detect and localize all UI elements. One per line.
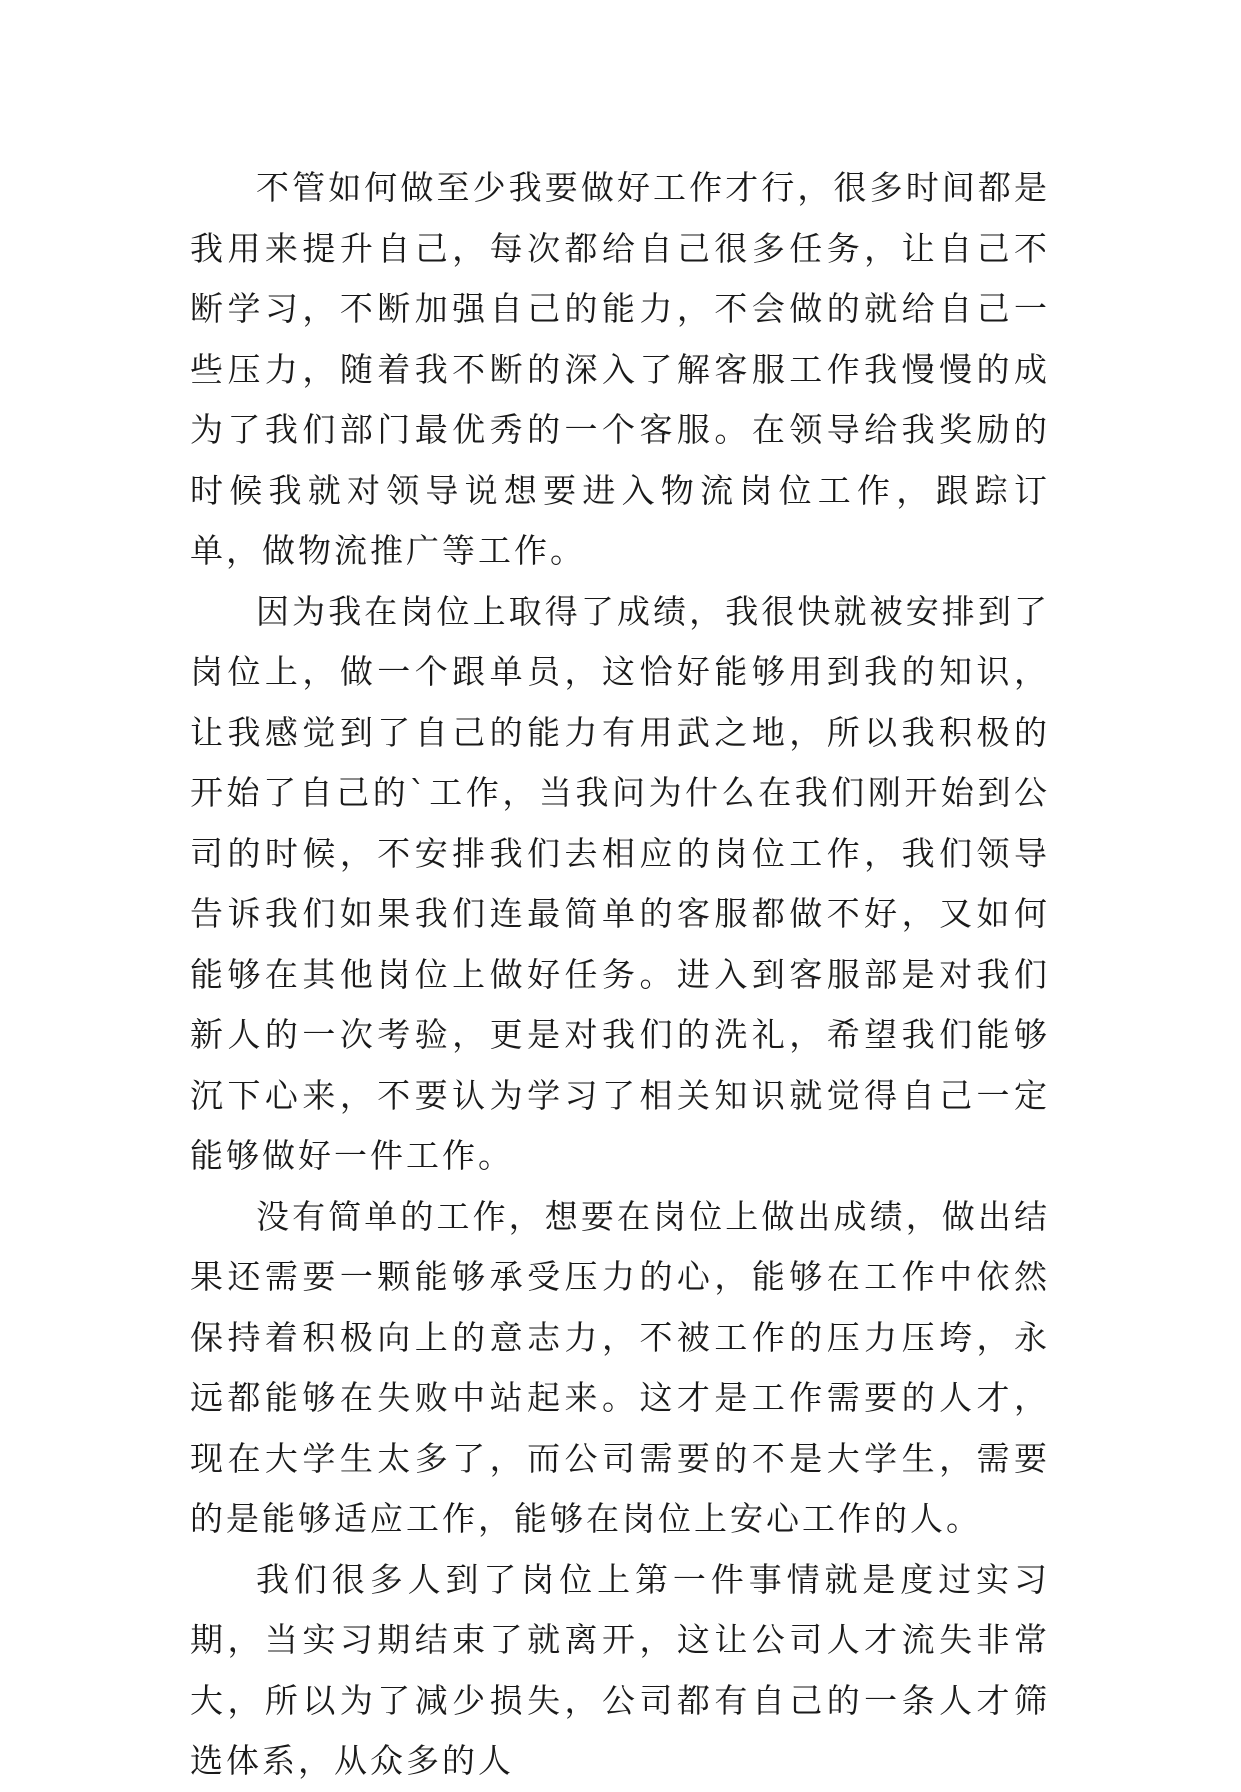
- document-body: [190, 158, 1050, 1792]
- paragraph-2: 因为我在岗位上取得了成绩，我很快就被安排到了岗位上，做一个跟单员，这恰好能够用到我的知识，让我感觉到了自己的能力有用武之地，所以我积极的开始了自己的`工作，当我问为什么在我们刚开始到公司的时候，不安排我们去相应的岗位工作，我们领导告诉我们如果我们连最简单的客服都做不好，又如何能够在其他岗位上做好任务。进入到客服部是对我们新人的一次考验，更是对我们的洗礼，希望我们能够沉下心来，不要认为学习了相关知识就觉得自己一定能够做好一件工作。: [190, 591, 1050, 1175]
- paragraph-4: 我们很多人到了岗位上第一件事情就是度过实习期，当实习期结束了就离开，这让公司人才流失非常大，所以为了减少损失，公司都有自己的一条人才筛选体系，从众多的人: [190, 1559, 1050, 1780]
- paragraph-1: 不管如何做至少我要做好工作才行，很多时间都是我用来提升自己，每次都给自己很多任务，让自己不断学习，不断加强自己的能力，不会做的就给自己一些压力，随着我不断的深入了解客服工作我慢慢的成为了我们部门最优秀的一个客服。在领导给我奖励的时候我就对领导说想要进入物流岗位工作，跟踪订单，做物流推广等工作。: [190, 168, 1050, 570]
- paragraph-3: 没有简单的工作，想要在岗位上做出成绩，做出结果还需要一颗能够承受压力的心，能够在工作中依然保持着积极向上的意志力，不被工作的压力压垮，永远都能够在失败中站起来。这才是工作需要的人才，现在大学生太多了，而公司需要的不是大学生，需要的是能够适应工作，能够在岗位上安心工作的人。: [190, 1196, 1050, 1538]
